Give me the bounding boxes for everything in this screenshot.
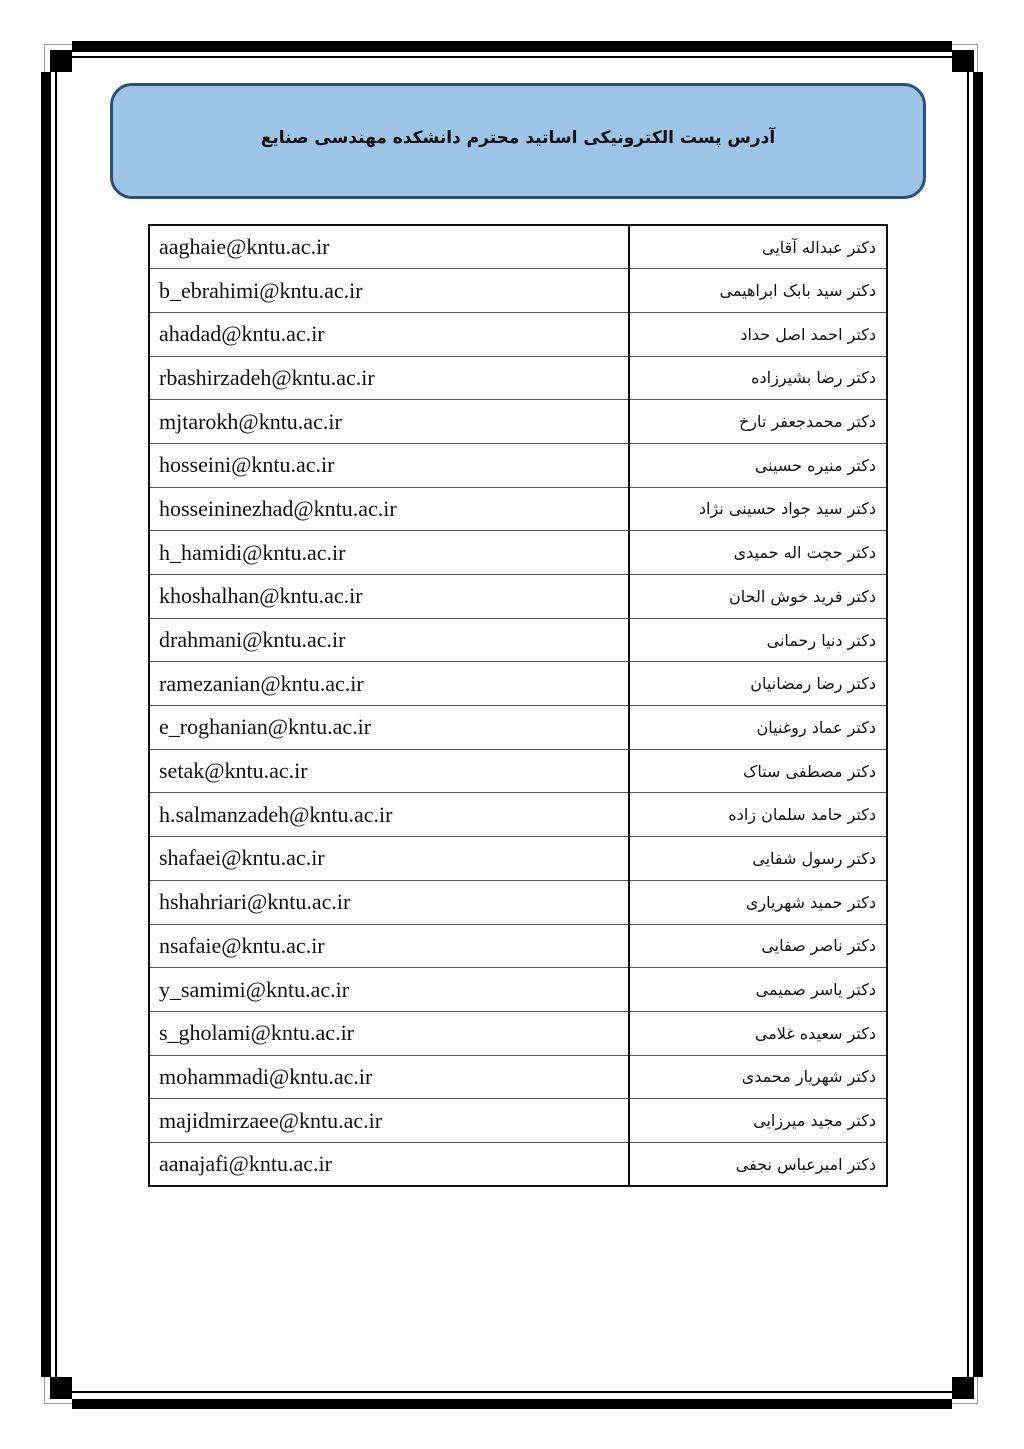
email-cell: e_roghanian@kntu.ac.ir <box>149 706 629 750</box>
table-row <box>149 1055 887 1099</box>
page-border-corner-tl <box>50 50 72 72</box>
page-border-top <box>72 41 952 52</box>
table-row <box>149 400 887 444</box>
name-cell: دکتر امیرعباس نجفی <box>629 1142 887 1186</box>
name-cell: دکتر رسول شفایی <box>629 837 887 881</box>
table-row <box>149 225 887 269</box>
page-border-corner-tr <box>952 50 974 72</box>
email-cell: mjtarokh@kntu.ac.ir <box>149 400 629 444</box>
table-row <box>149 443 887 487</box>
table-row <box>149 662 887 706</box>
table-row <box>149 968 887 1012</box>
header-banner <box>110 83 926 199</box>
table-row <box>149 837 887 881</box>
email-cell: hosseininezhad@kntu.ac.ir <box>149 487 629 531</box>
name-cell: دکتر حجت اله حمیدی <box>629 531 887 575</box>
email-cell: h.salmanzadeh@kntu.ac.ir <box>149 793 629 837</box>
table-row <box>149 880 887 924</box>
email-cell: aaghaie@kntu.ac.ir <box>149 225 629 269</box>
email-cell: b_ebrahimi@kntu.ac.ir <box>149 269 629 313</box>
name-cell: دکتر ناصر صفایی <box>629 924 887 968</box>
table-row <box>149 1099 887 1143</box>
page-border-bottom <box>72 1399 952 1409</box>
table-row <box>149 618 887 662</box>
name-cell: دکتر حمید شهریاری <box>629 880 887 924</box>
table-row <box>149 531 887 575</box>
email-cell: hosseini@kntu.ac.ir <box>149 443 629 487</box>
email-cell: y_samimi@kntu.ac.ir <box>149 968 629 1012</box>
page-border-corner-br <box>952 1377 974 1399</box>
table-row <box>149 356 887 400</box>
name-cell: دکتر عبداله آقایی <box>762 237 876 257</box>
name-cell: دکتر مصطفی ستاک <box>629 749 887 793</box>
table-row <box>149 269 887 313</box>
email-cell: nsafaie@kntu.ac.ir <box>149 924 629 968</box>
page-border-right-inner <box>967 72 969 1377</box>
name-cell: دکتر سید بابک ابراهیمی <box>629 269 887 313</box>
table-row <box>149 575 887 619</box>
email-cell: h_hamidi@kntu.ac.ir <box>149 531 629 575</box>
page-border-bottom-inner <box>72 1391 952 1393</box>
name-cell: دکتر حامد سلمان زاده <box>629 793 887 837</box>
email-cell: setak@kntu.ac.ir <box>149 749 629 793</box>
page-border-top-inner <box>72 56 952 58</box>
name-cell: دکتر عماد روغنیان <box>629 706 887 750</box>
table-row <box>149 1142 887 1186</box>
table-row <box>149 793 887 837</box>
page-border-corner-bl <box>50 1377 72 1399</box>
page-title: آدرس پست الکترونیکی اساتید محترم دانشکده مهندسی صنایع <box>260 128 776 148</box>
table-row <box>149 487 887 531</box>
name-cell: دکتر رضا رمضانیان <box>629 662 887 706</box>
email-cell: majidmirzaee@kntu.ac.ir <box>149 1099 629 1143</box>
name-cell: دکتر یاسر صمیمی <box>629 968 887 1012</box>
name-cell: دکتر احمد اصل حداد <box>629 312 887 356</box>
name-cell: دکتر شهریار محمدی <box>629 1055 887 1099</box>
faculty-email-table <box>148 224 888 1187</box>
page-border-left <box>41 72 51 1377</box>
email-cell: drahmani@kntu.ac.ir <box>149 618 629 662</box>
name-cell: دکتر سید جواد حسینی نژاد <box>629 487 887 531</box>
table-row <box>149 749 887 793</box>
email-cell: ahadad@kntu.ac.ir <box>149 312 629 356</box>
table-body <box>149 225 887 1186</box>
name-cell: دکتر رضا بشیرزاده <box>629 356 887 400</box>
name-cell: دکتر سعیده غلامی <box>629 1011 887 1055</box>
table-row <box>149 312 887 356</box>
email-cell: khoshalhan@kntu.ac.ir <box>149 575 629 619</box>
table-row <box>149 924 887 968</box>
email-cell: shafaei@kntu.ac.ir <box>149 837 629 881</box>
email-cell: hshahriari@kntu.ac.ir <box>149 880 629 924</box>
name-cell: دکتر محمدجعفر تارخ <box>629 400 887 444</box>
name-cell: دکتر فرید خوش الحان <box>629 575 887 619</box>
name-cell: دکتر دنیا رحمانی <box>629 618 887 662</box>
email-cell: s_gholami@kntu.ac.ir <box>149 1011 629 1055</box>
name-cell: دکتر منیره حسینی <box>629 443 887 487</box>
email-cell: ramezanian@kntu.ac.ir <box>149 662 629 706</box>
email-cell: aanajafi@kntu.ac.ir <box>149 1142 629 1186</box>
email-cell: mohammadi@kntu.ac.ir <box>149 1055 629 1099</box>
page-border-left-inner <box>55 72 57 1377</box>
name-cell: دکتر مجید میرزایی <box>629 1099 887 1143</box>
email-cell: rbashirzadeh@kntu.ac.ir <box>149 356 629 400</box>
table-row <box>149 1011 887 1055</box>
page-border-right <box>973 72 983 1377</box>
table-row <box>149 706 887 750</box>
